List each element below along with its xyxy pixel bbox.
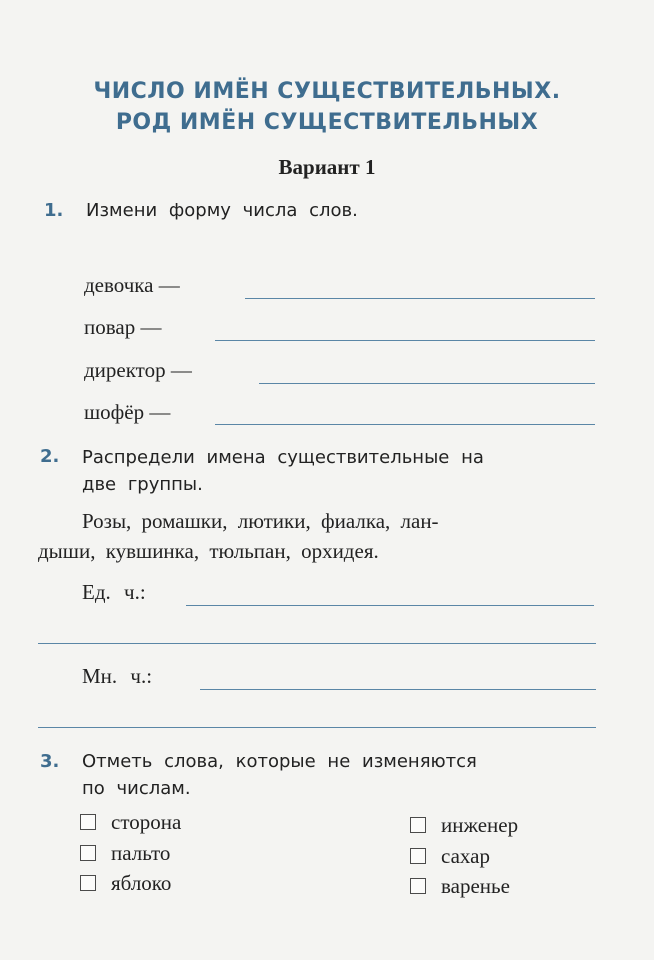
task-2-words-line-2: дыши, кувшинка, тюльпан, орхидея.	[38, 539, 379, 563]
task-3-number: 3.	[40, 751, 60, 772]
task-1-word-4: шофёр —	[84, 400, 171, 424]
title-line-2: РОД ИМЁН СУЩЕСТВИТЕЛЬНЫХ	[115, 110, 539, 135]
option-label: варенье	[441, 874, 510, 898]
task-3-instruction-line-2: по числам.	[82, 778, 191, 799]
task-2-number: 2.	[40, 446, 60, 467]
answer-line[interactable]	[259, 383, 595, 384]
option-label: сторона	[111, 810, 182, 834]
checkbox[interactable]	[410, 878, 426, 894]
option-label: пальто	[111, 841, 171, 865]
answer-line[interactable]	[215, 340, 595, 341]
checkbox[interactable]	[80, 875, 96, 891]
answer-line[interactable]	[200, 689, 596, 690]
task-2-instruction-line-1: Распредели имена существительные на	[82, 447, 484, 468]
option-label: сахар	[441, 844, 490, 868]
checkbox[interactable]	[80, 814, 96, 830]
task-1-instruction: Измени форму числа слов.	[86, 200, 358, 221]
variant-heading: Вариант 1	[278, 155, 376, 179]
plural-label: Мн. ч.:	[82, 664, 153, 688]
task-1-word-3: директор —	[84, 358, 192, 382]
task-2-words-line-1: Розы, ромашки, лютики, фиалка, лан-	[82, 509, 439, 533]
option-label: яблоко	[111, 871, 172, 895]
answer-line[interactable]	[186, 605, 594, 606]
answer-line[interactable]	[215, 424, 595, 425]
task-3-instruction-line-1: Отметь слова, которые не изменяются	[82, 751, 477, 772]
answer-line[interactable]	[38, 727, 596, 728]
singular-label: Ед. ч.:	[82, 580, 146, 604]
checkbox[interactable]	[410, 848, 426, 864]
answer-line[interactable]	[245, 298, 595, 299]
task-1-word-1: девочка —	[84, 273, 180, 297]
checkbox[interactable]	[410, 817, 426, 833]
answer-line[interactable]	[38, 643, 596, 644]
option-label: инженер	[441, 813, 519, 837]
title-line-1: ЧИСЛО ИМЁН СУЩЕСТВИТЕЛЬНЫХ.	[93, 79, 561, 104]
checkbox[interactable]	[80, 845, 96, 861]
task-2-instruction-line-2: две группы.	[82, 474, 203, 495]
task-1-number: 1.	[44, 200, 64, 221]
task-1-word-2: повар —	[84, 315, 162, 339]
